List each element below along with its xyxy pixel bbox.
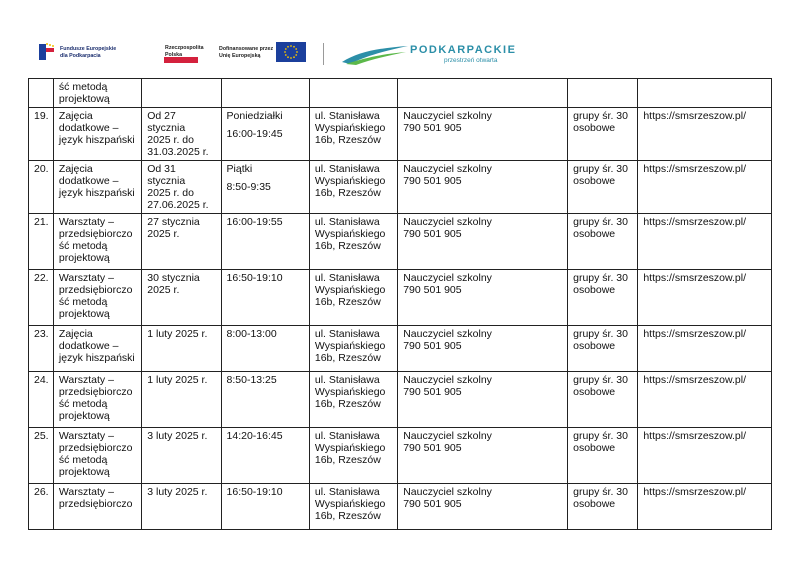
cell-name: Warsztaty – przedsiębiorczo	[53, 484, 141, 530]
cell-address: ul. Stanisława Wyspiańskiego 16b, Rzeszów	[309, 108, 397, 161]
table-row	[29, 270, 772, 326]
cell-name: Warsztaty – przedsiębiorczo ść metodą projektową	[53, 372, 141, 428]
cell-date: 27 stycznia 2025 r.	[142, 214, 221, 270]
cell-group: grupy śr. 30 osobowe	[568, 484, 638, 530]
cell-date: 1 luty 2025 r.	[142, 372, 221, 428]
cell-leader: Nauczyciel szkolny 790 501 905	[398, 108, 568, 161]
cell-address: ul. Stanisława Wyspiańskiego 16b, Rzeszów	[309, 372, 397, 428]
cell-time: 8:50-13:25	[221, 372, 309, 428]
cell-date	[142, 79, 221, 108]
table-row	[29, 484, 772, 530]
podkarpackie-subtitle: przestrzeń otwarta	[444, 57, 498, 64]
cell-leader: Nauczyciel szkolny 790 501 905	[398, 270, 568, 326]
cell-name: Warsztaty – przedsiębiorczo ść metodą projektową	[53, 270, 141, 326]
ue-funding-text: Dofinansowane przez Unię Europejską	[219, 46, 274, 59]
cell-group: grupy śr. 30 osobowe	[568, 326, 638, 372]
cell-date: 3 luty 2025 r.	[142, 428, 221, 484]
cell-time: Poniedziałki 16:00-19:45	[221, 108, 309, 161]
cell-address: ul. Stanisława Wyspiańskiego 16b, Rzeszów	[309, 270, 397, 326]
cell-time	[221, 79, 309, 108]
podkarpackie-logo-icon	[340, 42, 410, 66]
cell-group: grupy śr. 30 osobowe	[568, 108, 638, 161]
cell-leader: Nauczyciel szkolny 790 501 905	[398, 326, 568, 372]
cell-leader: Nauczyciel szkolny 790 501 905	[398, 428, 568, 484]
cell-address: ul. Stanisława Wyspiańskiego 16b, Rzeszów	[309, 161, 397, 214]
cell-address: ul. Stanisława Wyspiańskiego 16b, Rzeszów	[309, 214, 397, 270]
cell-time: 8:00-13:00	[221, 326, 309, 372]
cell-name: ść metodą projektową	[53, 79, 141, 108]
logo-bar	[38, 40, 558, 68]
cell-no: 25.	[29, 428, 54, 484]
cell-url	[638, 79, 772, 108]
cell-url[interactable]: https://smsrzeszow.pl/	[638, 372, 772, 428]
cell-address: ul. Stanisława Wyspiańskiego 16b, Rzeszów	[309, 484, 397, 530]
cell-time: 16:00-19:55	[221, 214, 309, 270]
table-row-continuation	[29, 79, 772, 108]
fundusze-europejskie-text: Fundusze Europejskie dla Podkarpacia	[60, 46, 117, 59]
cell-no	[29, 79, 54, 108]
table-row	[29, 108, 772, 161]
cell-date: 3 luty 2025 r.	[142, 484, 221, 530]
cell-date: 1 luty 2025 r.	[142, 326, 221, 372]
cell-leader: Nauczyciel szkolny 790 501 905	[398, 372, 568, 428]
cell-group: grupy śr. 30 osobowe	[568, 161, 638, 214]
table-row	[29, 372, 772, 428]
cell-address: ul. Stanisława Wyspiańskiego 16b, Rzeszów	[309, 326, 397, 372]
rzeczpospolita-text: Rzeczpospolita Polska	[165, 45, 204, 58]
cell-group: grupy śr. 30 osobowe	[568, 214, 638, 270]
cell-date: 30 stycznia 2025 r.	[142, 270, 221, 326]
cell-group: grupy śr. 30 osobowe	[568, 428, 638, 484]
schedule-table	[28, 78, 772, 530]
cell-time: 16:50-19:10	[221, 484, 309, 530]
cell-url[interactable]: https://smsrzeszow.pl/	[638, 428, 772, 484]
cell-date: Od 27 stycznia 2025 r. do 31.03.2025 r.	[142, 108, 221, 161]
cell-no: 19.	[29, 108, 54, 161]
cell-address	[309, 79, 397, 108]
cell-leader: Nauczyciel szkolny 790 501 905	[398, 214, 568, 270]
cell-time: Piątki 8:50-9:35	[221, 161, 309, 214]
cell-no: 24.	[29, 372, 54, 428]
cell-address: ul. Stanisława Wyspiańskiego 16b, Rzeszów	[309, 428, 397, 484]
cell-leader	[398, 79, 568, 108]
table-row	[29, 161, 772, 214]
cell-url[interactable]: https://smsrzeszow.pl/	[638, 214, 772, 270]
table-row	[29, 326, 772, 372]
cell-name: Warsztaty – przedsiębiorczo ść metodą projektową	[53, 428, 141, 484]
cell-leader: Nauczyciel szkolny 790 501 905	[398, 484, 568, 530]
cell-group	[568, 79, 638, 108]
table-row	[29, 214, 772, 270]
cell-no: 23.	[29, 326, 54, 372]
cell-no: 21.	[29, 214, 54, 270]
cell-leader: Nauczyciel szkolny 790 501 905	[398, 161, 568, 214]
podkarpackie-name: PODKARPACKIE	[410, 44, 517, 56]
cell-url[interactable]: https://smsrzeszow.pl/	[638, 161, 772, 214]
table-row	[29, 428, 772, 484]
cell-time: 16:50-19:10	[221, 270, 309, 326]
cell-no: 22.	[29, 270, 54, 326]
cell-no: 26.	[29, 484, 54, 530]
cell-url[interactable]: https://smsrzeszow.pl/	[638, 108, 772, 161]
cell-time: 14:20-16:45	[221, 428, 309, 484]
eu-flag-icon	[276, 42, 306, 62]
cell-group: grupy śr. 30 osobowe	[568, 372, 638, 428]
cell-group: grupy śr. 30 osobowe	[568, 270, 638, 326]
cell-no: 20.	[29, 161, 54, 214]
cell-url[interactable]: https://smsrzeszow.pl/	[638, 326, 772, 372]
cell-name: Zajęcia dodatkowe – język hiszpański	[53, 108, 141, 161]
polish-flag-icon	[164, 57, 198, 63]
cell-url[interactable]: https://smsrzeszow.pl/	[638, 484, 772, 530]
cell-name: Warsztaty – przedsiębiorczo ść metodą projektową	[53, 214, 141, 270]
cell-name: Zajęcia dodatkowe – język hiszpański	[53, 326, 141, 372]
cell-date: Od 31 stycznia 2025 r. do 27.06.2025 r.	[142, 161, 221, 214]
cell-name: Zajęcia dodatkowe – język hiszpański	[53, 161, 141, 214]
fundusze-europejskie-logo-icon	[38, 42, 56, 62]
logo-divider	[323, 43, 324, 65]
cell-url[interactable]: https://smsrzeszow.pl/	[638, 270, 772, 326]
